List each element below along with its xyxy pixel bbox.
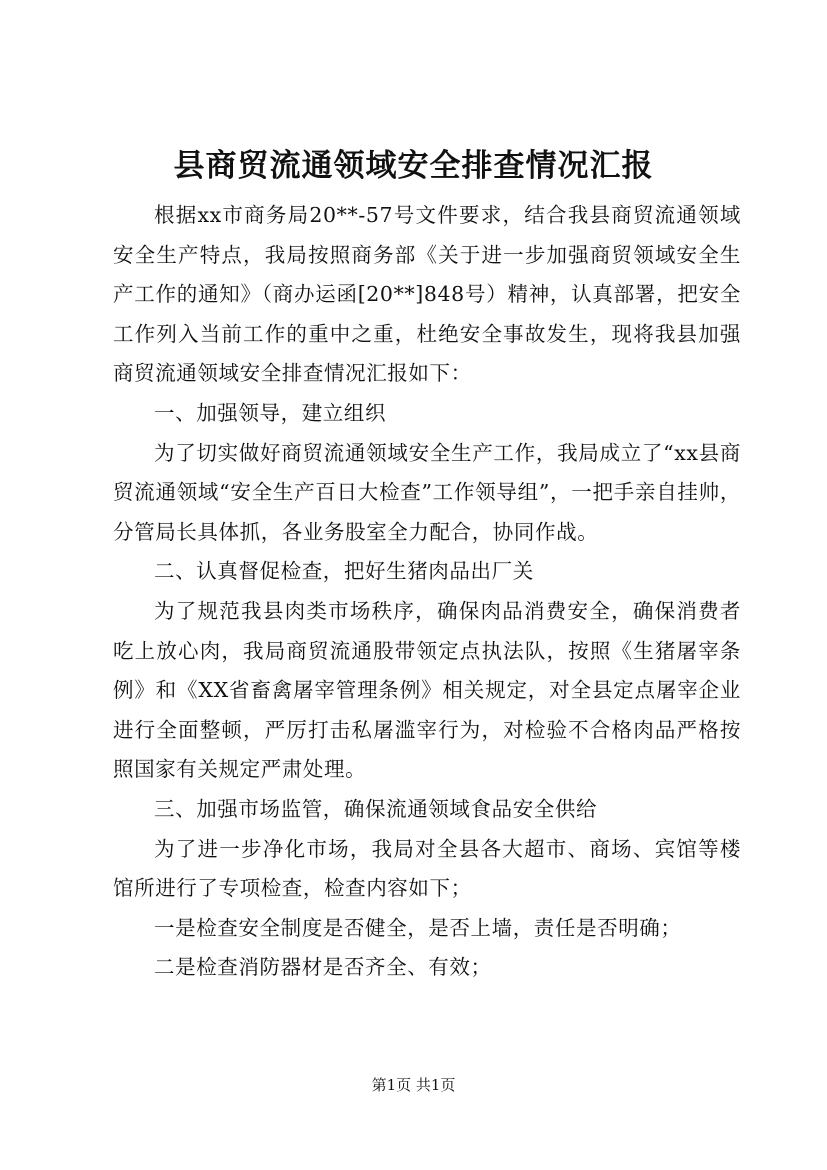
checklist-item-2: 二是检查消防器材是否齐全、有效； [154, 955, 492, 980]
section-heading-3: 三、加强市场监管，确保流通领域食品安全供给 [154, 796, 598, 821]
paragraph-intro: 根据xx市商务局20**-57号文件要求，结合我县商贸流通领域安全生产特点，我局按照商务部《关于进一步加强商贸领域安全生产工作的通知》（商办运函[20**]848号）精神，认真部署，把安全工作列入当前工作的重中之重，杜绝安全事故发生，现将我县加强商贸流通领域安全排查情况汇报如下： [113, 203, 741, 386]
section-heading-1: 一、加强领导，建立组织 [154, 400, 387, 425]
paragraph-section-3: 为了进一步净化市场，我局对全县各大超市、商场、宾馆等楼馆所进行了专项检查，检查内容如下； [113, 836, 741, 901]
document-title: 县商贸流通领域安全排查情况汇报 [173, 148, 654, 184]
page-footer: 第1页 共1页 [371, 1076, 456, 1094]
paragraph-section-1: 为了切实做好商贸流通领域安全生产工作，我局成立了“xx县商贸流通领域“安全生产百日大检查”工作领导组”，一把手亲自挂帅，分管局长具体抓，各业务股室全力配合，协同作战。 [113, 440, 741, 544]
checklist-item-1: 一是检查安全制度是否健全，是否上墙，责任是否明确； [154, 915, 682, 940]
document-body [113, 196, 741, 988]
section-heading-2: 二、认真督促检查，把好生猪肉品出厂关 [154, 559, 534, 584]
paragraph-section-2: 为了规范我县肉类市场秩序，确保肉品消费安全，确保消费者吃上放心肉，我局商贸流通股带领定点执法队，按照《生猪屠宰条例》和《XX省畜禽屠宰管理条例》相关规定，对全县定点屠宰企业进行全面整顿，严厉打击私屠滥宰行为，对检验不合格肉品严格按照国家有关规定严肃处理。 [113, 598, 741, 782]
